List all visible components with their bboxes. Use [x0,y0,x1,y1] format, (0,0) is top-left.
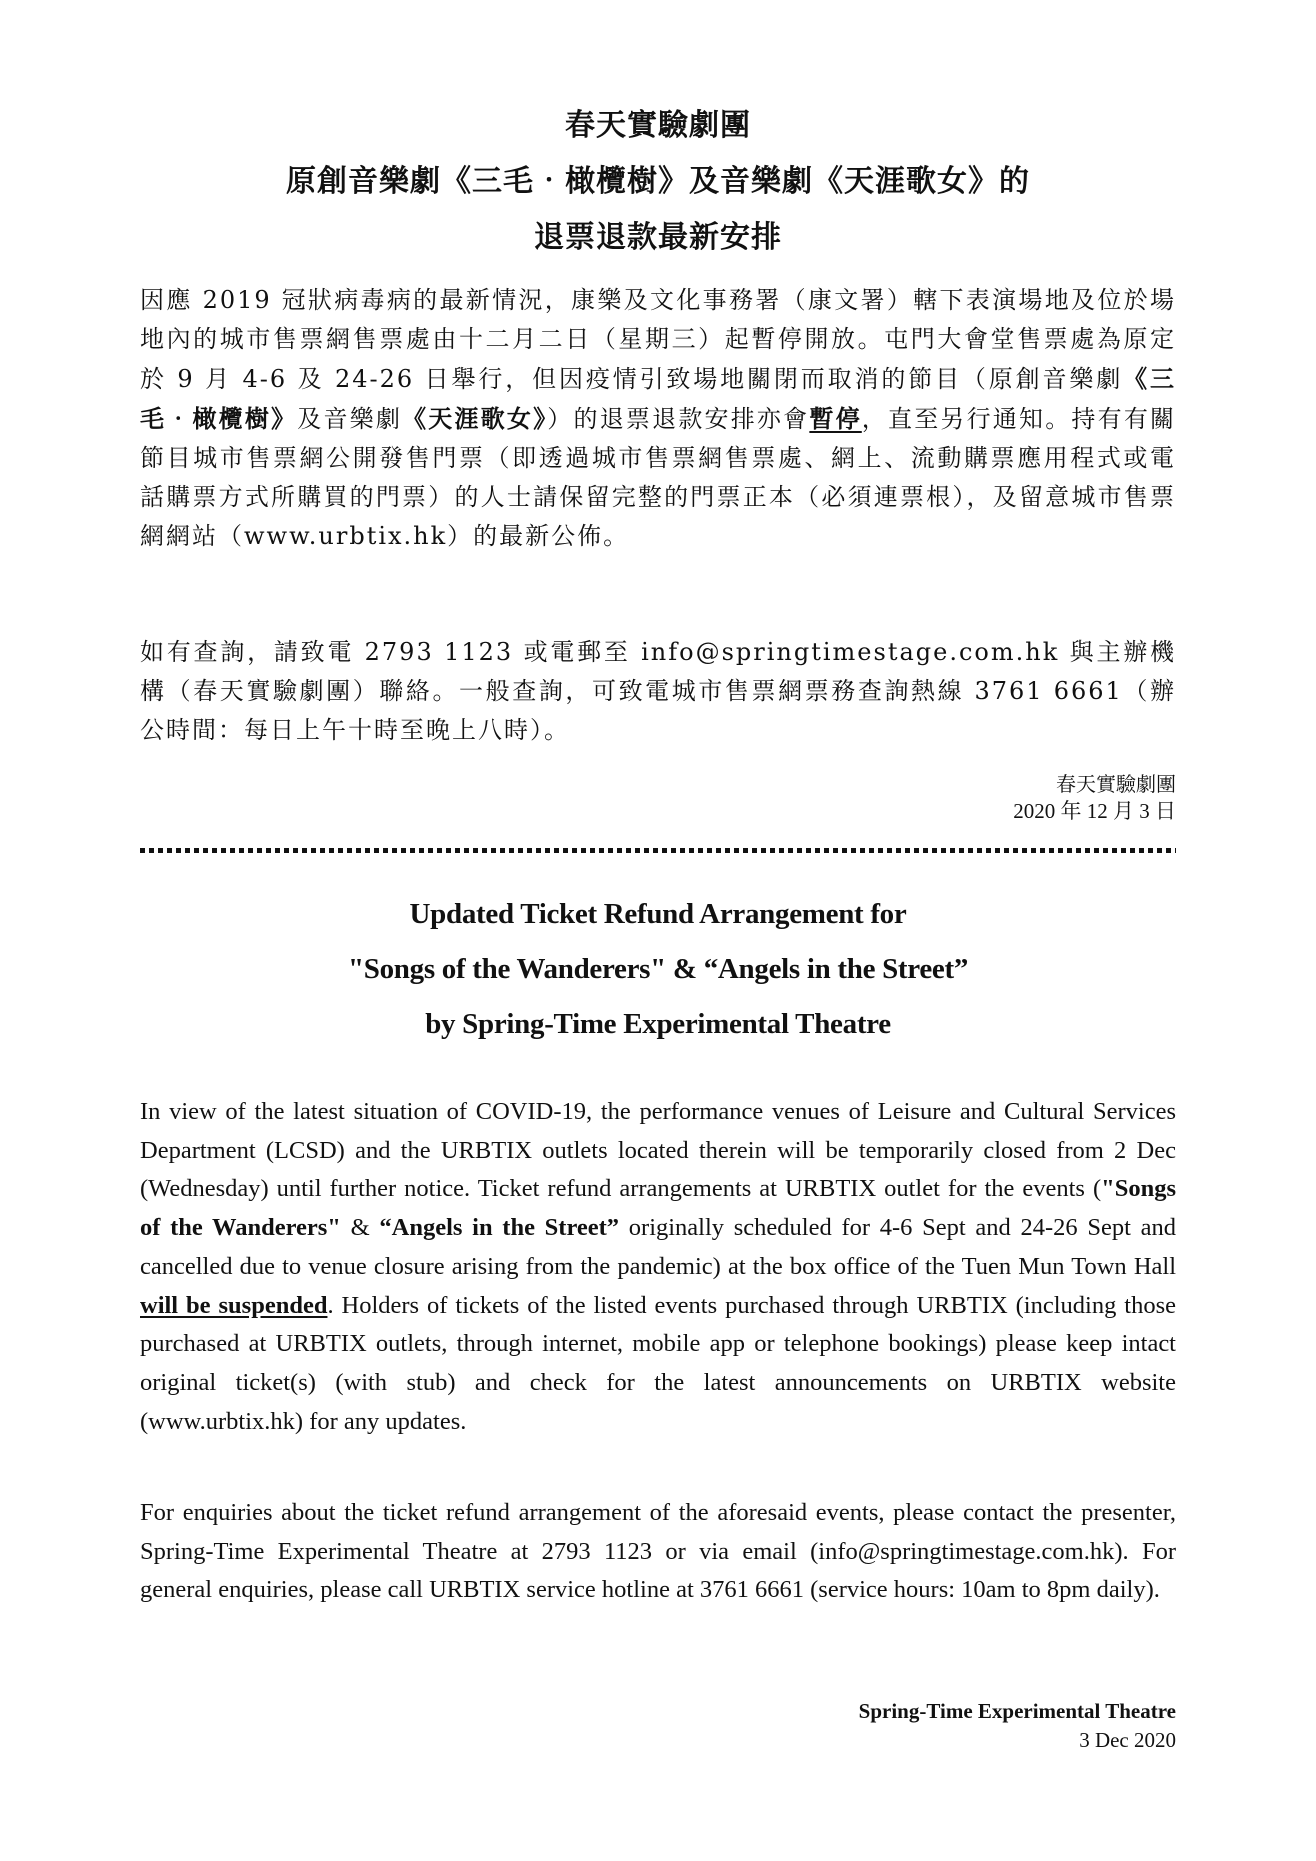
en-paragraph-enquiries: For enquiries about the ticket refund arrangement of the aforesaid events, please contact the presenter, Spring-Time Experimental Theatre at 2793 1123 or via email (info@springtimestage.com.hk). For general enquiries, please call URBTIX service hotline at 3761 6661 (service hours: 10am to 8pm daily). [140,1499,1176,1604]
zh-title-organization: 春天實驗劇團 [565,108,751,143]
zh-paragraph-enquiries: 如有查詢，請致電 2793 1123 或電郵至 info@springtimestage.com.hk 與主辦機構（春天實驗劇團）聯絡。一般查詢，可致電城市售票網票務查詢熱線 3761 6661（辦公時間：每日上午十時至晚上八時）。 [140,638,1176,744]
en-para1-rest: . Holders of tickets of the listed events purchased through URBTIX (including those purchased at URBTIX outlets, through internet, mobile app or telephone bookings) please keep intact original ticket(s) (with stub) and check for the latest announcements on URBTIX website (www.urbtix.hk) for any updates. [140,1291,1176,1435]
zh-show-title-2: 《天涯歌女》 [402,404,548,433]
zh-para1-before-emphasis: ）的退票退款安排亦會 [547,405,810,433]
en-show-title-2: “Angels in the Street” [379,1214,620,1242]
zh-show-title-1: 《三毛‧橄欖樹》 [140,364,1176,433]
en-emphasis-suspended: will be suspended [140,1291,328,1319]
en-signature-organization: Spring-Time Experimental Theatre [858,1699,1176,1723]
zh-emphasis-suspended: 暫停 [809,404,862,433]
zh-signature-organization: 春天實驗劇團 [1056,772,1176,796]
en-para1-ampersand: & [340,1214,380,1242]
zh-para1-intro: 因應 2019 冠狀病毒病的最新情況，康樂及文化事務署（康文署）轄下表演場地及位於場地內的城市售票網售票處由十二月二日（星期三）起暫停開放。屯門大會堂售票處為原定於 9 月 4-6 及 24-26 日舉行，但因疫情引致場地關閉而取消的節目（原創音樂劇 [140,286,1176,393]
zh-para1-mid: 及音樂劇 [297,405,403,433]
en-paragraph-announcement [140,1093,1176,1441]
en-para1-mid: originally scheduled for 4-6 Sept and 24-26 Sept and cancelled due to venue closure arising from the pandemic) at the box office of the Tuen Mun Town Hall [140,1214,1176,1280]
zh-paragraph-announcement [140,281,1176,556]
en-title-line-1: Updated Ticket Refund Arrangement for [409,898,907,930]
zh-para1-rest: ，直至另行通知。持有有關節目城市售票網公開發售門票（即透過城市售票網售票處、網上、流動購票應用程式或電話購票方式所購買的門票）的人士請保留完整的門票正本（必須連票根），及留意城市售票網網站（www.urbtix.hk）的最新公佈。 [140,405,1177,550]
en-para1-intro: In view of the latest situation of COVID-19, the performance venues of Leisure and Cultural Services Department (LCSD) and the URBTIX outlets located therein will be temporarily closed from 2 Dec (Wednesday) until further notice. Ticket refund arrangements at URBTIX outlet for the events ( [140,1098,1176,1203]
zh-signature-date: 2020 年 12 月 3 日 [1013,799,1176,823]
en-title-line-2: "Songs of the Wanderers" & “Angels in the Street” [347,953,969,985]
en-show-title-1: "Songs of the Wanderers" [140,1175,1176,1242]
en-title-line-3: by Spring-Time Experimental Theatre [425,1008,891,1040]
zh-title-shows: 原創音樂劇《三毛‧橄欖樹》及音樂劇《天涯歌女》的 [286,164,1030,199]
dotted-divider [140,848,1176,853]
zh-title-subject: 退票退款最新安排 [534,220,782,255]
en-signature-date: 3 Dec 2020 [1079,1728,1176,1752]
